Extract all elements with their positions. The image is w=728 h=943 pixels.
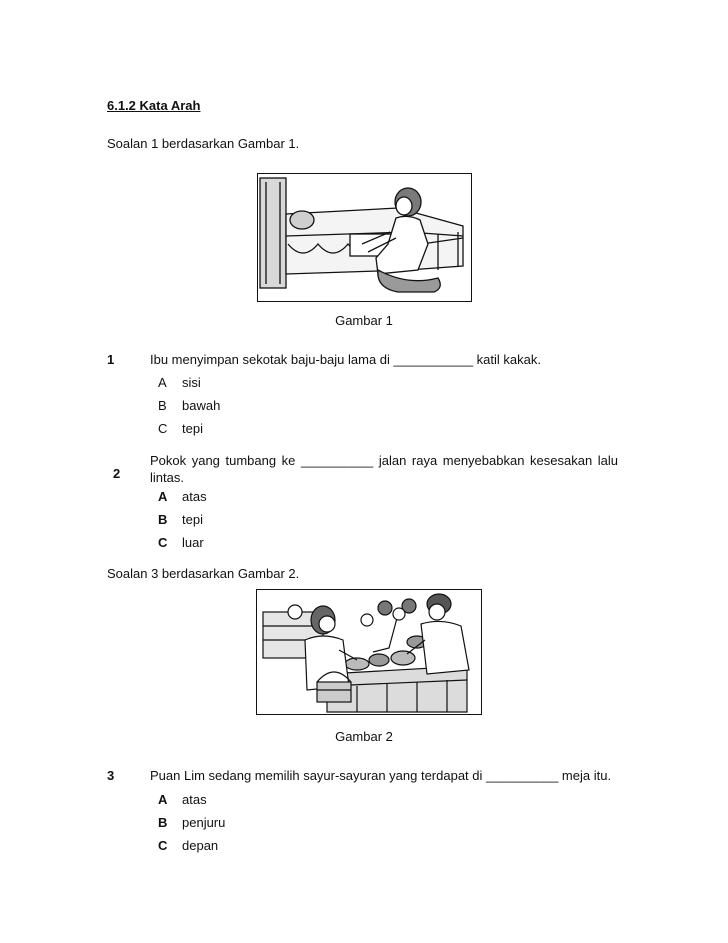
intro-question-3: Soalan 3 berdasarkan Gambar 2.: [107, 566, 300, 581]
q2-option-c-letter[interactable]: C: [158, 535, 168, 550]
q3-option-c-letter[interactable]: C: [158, 838, 168, 853]
question-1-text: Ibu menyimpan sekotak baju-baju lama di ___________ katil kakak.: [150, 352, 541, 367]
q1-option-a-letter[interactable]: A: [158, 375, 167, 390]
section-title: 6.1.2 Kata Arah: [107, 98, 201, 113]
q3-option-c-text[interactable]: depan: [182, 838, 219, 853]
figure-2-caption: Gambar 2: [335, 729, 393, 744]
question-3-number: 3: [107, 768, 115, 783]
market-stall-drawing: [257, 590, 481, 714]
question-1-number: 1: [107, 352, 115, 367]
q2-option-b-text[interactable]: tepi: [182, 512, 203, 527]
q2-option-c-text[interactable]: luar: [182, 535, 204, 550]
question-2-text-line-1: Pokok yang tumbang ke __________ jalan raya menyebabkan kesesakan lalu: [150, 453, 618, 468]
q1-option-b-text[interactable]: bawah: [182, 398, 221, 413]
question-3-text: Puan Lim sedang memilih sayur-sayuran yang terdapat di __________ meja itu.: [150, 768, 612, 783]
q2-option-b-letter[interactable]: B: [158, 512, 168, 527]
figure-1-illustration: [257, 173, 472, 302]
q3-option-b-letter[interactable]: B: [158, 815, 168, 830]
q3-option-a-text[interactable]: atas: [182, 792, 207, 807]
figure-2-illustration: [256, 589, 482, 715]
q1-option-b-letter[interactable]: B: [158, 398, 167, 413]
q3-option-a-letter[interactable]: A: [158, 792, 168, 807]
q3-option-b-text[interactable]: penjuru: [182, 815, 226, 830]
question-2-number: 2: [113, 466, 121, 481]
q2-option-a-letter[interactable]: A: [158, 489, 168, 504]
intro-question-1: Soalan 1 berdasarkan Gambar 1.: [107, 136, 300, 151]
mother-box-bed-drawing: [258, 174, 471, 301]
q1-option-a-text[interactable]: sisi: [182, 375, 201, 390]
q2-option-a-text[interactable]: atas: [182, 489, 207, 504]
question-2-text-line-2: lintas.: [150, 470, 184, 485]
q1-option-c-letter[interactable]: C: [158, 421, 168, 436]
q1-option-c-text[interactable]: tepi: [182, 421, 203, 436]
figure-1-caption: Gambar 1: [335, 313, 393, 328]
